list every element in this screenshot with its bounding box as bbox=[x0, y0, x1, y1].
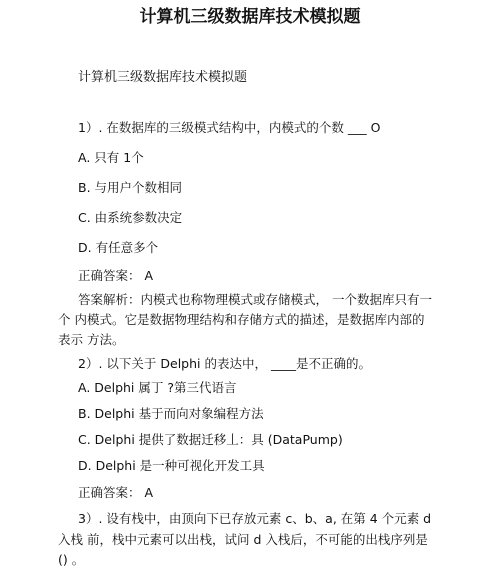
question-2-option-d: D. Delphi 是一种可视化开发工具 bbox=[78, 458, 265, 473]
question-1-option-d: D. 有任意多个 bbox=[78, 240, 159, 255]
question-1-explanation-line-3: 表示 方法。 bbox=[58, 332, 125, 347]
question-1-option-a: A. 只有 1个 bbox=[78, 150, 144, 165]
question-1-stem: 1）. 在数据库的三级模式结构中，内模式的个数 ___ O bbox=[78, 120, 381, 135]
question-1-explanation-line-2: 个 内模式。它是数据物理结构和存储方式的描述，是数据库内部的 bbox=[58, 312, 425, 327]
question-3-stem-line-2: 入栈 前，栈中元素可以出栈，试问 d 入栈后，不可能的出栈序列是 bbox=[58, 532, 428, 547]
question-1-explanation-line-1: 答案解析：内模式也称物理模式或存储模式， 一个数据库只有一 bbox=[78, 292, 432, 307]
question-2-stem: 2）. 以下关于 Delphi 的表达中， ____是不正确的。 bbox=[78, 356, 371, 371]
question-1-option-b: B. 与用户个数相同 bbox=[78, 180, 183, 195]
question-1-option-c: C. 由系统参数决定 bbox=[78, 210, 183, 225]
question-3-stem-line-1: 3）. 设有栈中，由顶向下已存放元素 c、b、a, 在第 4 个元素 d bbox=[78, 511, 432, 526]
document-subtitle: 计算机三级数据库技术模拟题 bbox=[78, 70, 248, 85]
question-2-option-c: C. Delphi 提供了数据迁移丄：具 (DataPump) bbox=[78, 432, 343, 447]
question-2-option-a: A. Delphi 属丁 ?第三代语言 bbox=[78, 380, 237, 395]
question-2-answer: 正确答案： A bbox=[78, 485, 154, 500]
question-2-option-b: B. Delphi 基于而向对象编程方法 bbox=[78, 406, 264, 421]
document-title: 计算机三级数据库技术模拟题 bbox=[139, 7, 361, 27]
question-3-stem-line-3: () 。 bbox=[58, 552, 85, 567]
question-1-answer: 正确答案： A bbox=[78, 268, 154, 283]
